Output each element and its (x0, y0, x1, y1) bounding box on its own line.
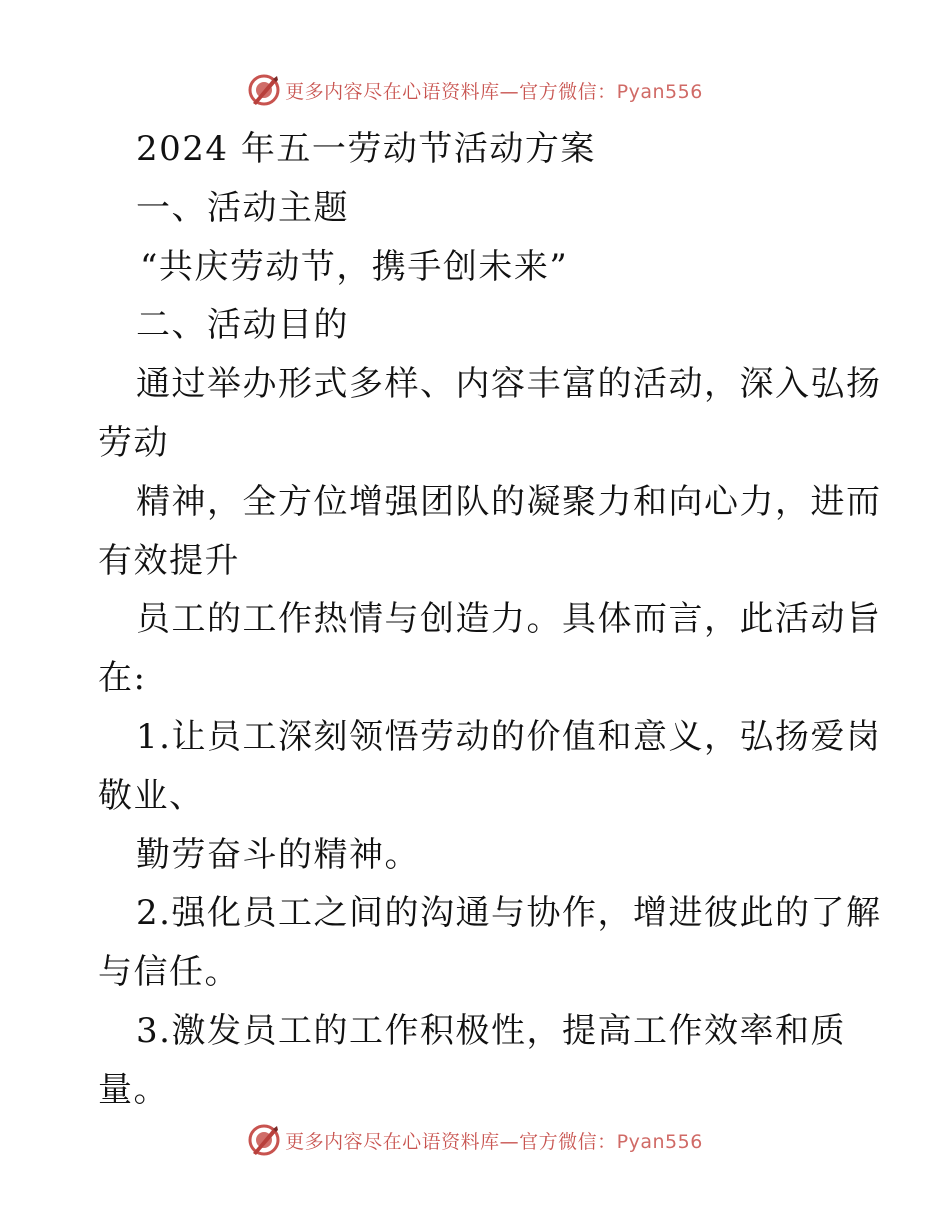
list-item-1-cont: 勤劳奋斗的精神。 (136, 834, 420, 875)
list-item-3-cont: 量。 (98, 1069, 169, 1110)
theme-slogan: “共庆劳动节，携手创未来” (140, 246, 569, 287)
paragraph-line: 有效提升 (98, 540, 240, 581)
paragraph-line: 精神，全方位增强团队的凝聚力和向心力，进而 (136, 481, 882, 522)
list-item-2: 2.强化员工之间的沟通与协作，增进彼此的了解 (136, 893, 882, 934)
document-title: 2024 年五一劳动节活动方案 (136, 129, 596, 169)
list-item-1: 1.让员工深刻领悟劳动的价值和意义，弘扬爱岗 (136, 716, 882, 757)
watermark-wechat-id: Pyan556 (616, 1130, 703, 1153)
document-body (98, 120, 882, 1120)
section-heading-purpose: 二、活动目的 (136, 305, 349, 346)
paragraph-line: 劳动 (98, 422, 169, 463)
section-heading-theme: 一、活动主题 (136, 187, 349, 228)
paragraph-line: 通过举办形式多样、内容丰富的活动，深入弘扬 (136, 364, 882, 405)
list-item-3: 3.激发员工的工作积极性，提高工作效率和质 (136, 1010, 846, 1051)
paragraph-line: 在: (98, 658, 147, 699)
pen-logo-icon (247, 1123, 281, 1157)
watermark-text: 更多内容尽在心语资料库—官方微信：Pyan556 (285, 1130, 703, 1153)
list-item-2-cont: 与信任。 (98, 952, 240, 993)
pen-logo-icon (247, 73, 281, 107)
list-item-1-cont: 敬业、 (98, 775, 205, 816)
paragraph-line: 员工的工作热情与创造力。具体而言，此活动旨 (136, 599, 882, 640)
watermark-wechat-id: Pyan556 (616, 80, 703, 103)
footer-watermark (0, 1120, 950, 1160)
header-watermark (0, 70, 950, 110)
watermark-text: 更多内容尽在心语资料库—官方微信：Pyan556 (285, 80, 703, 103)
